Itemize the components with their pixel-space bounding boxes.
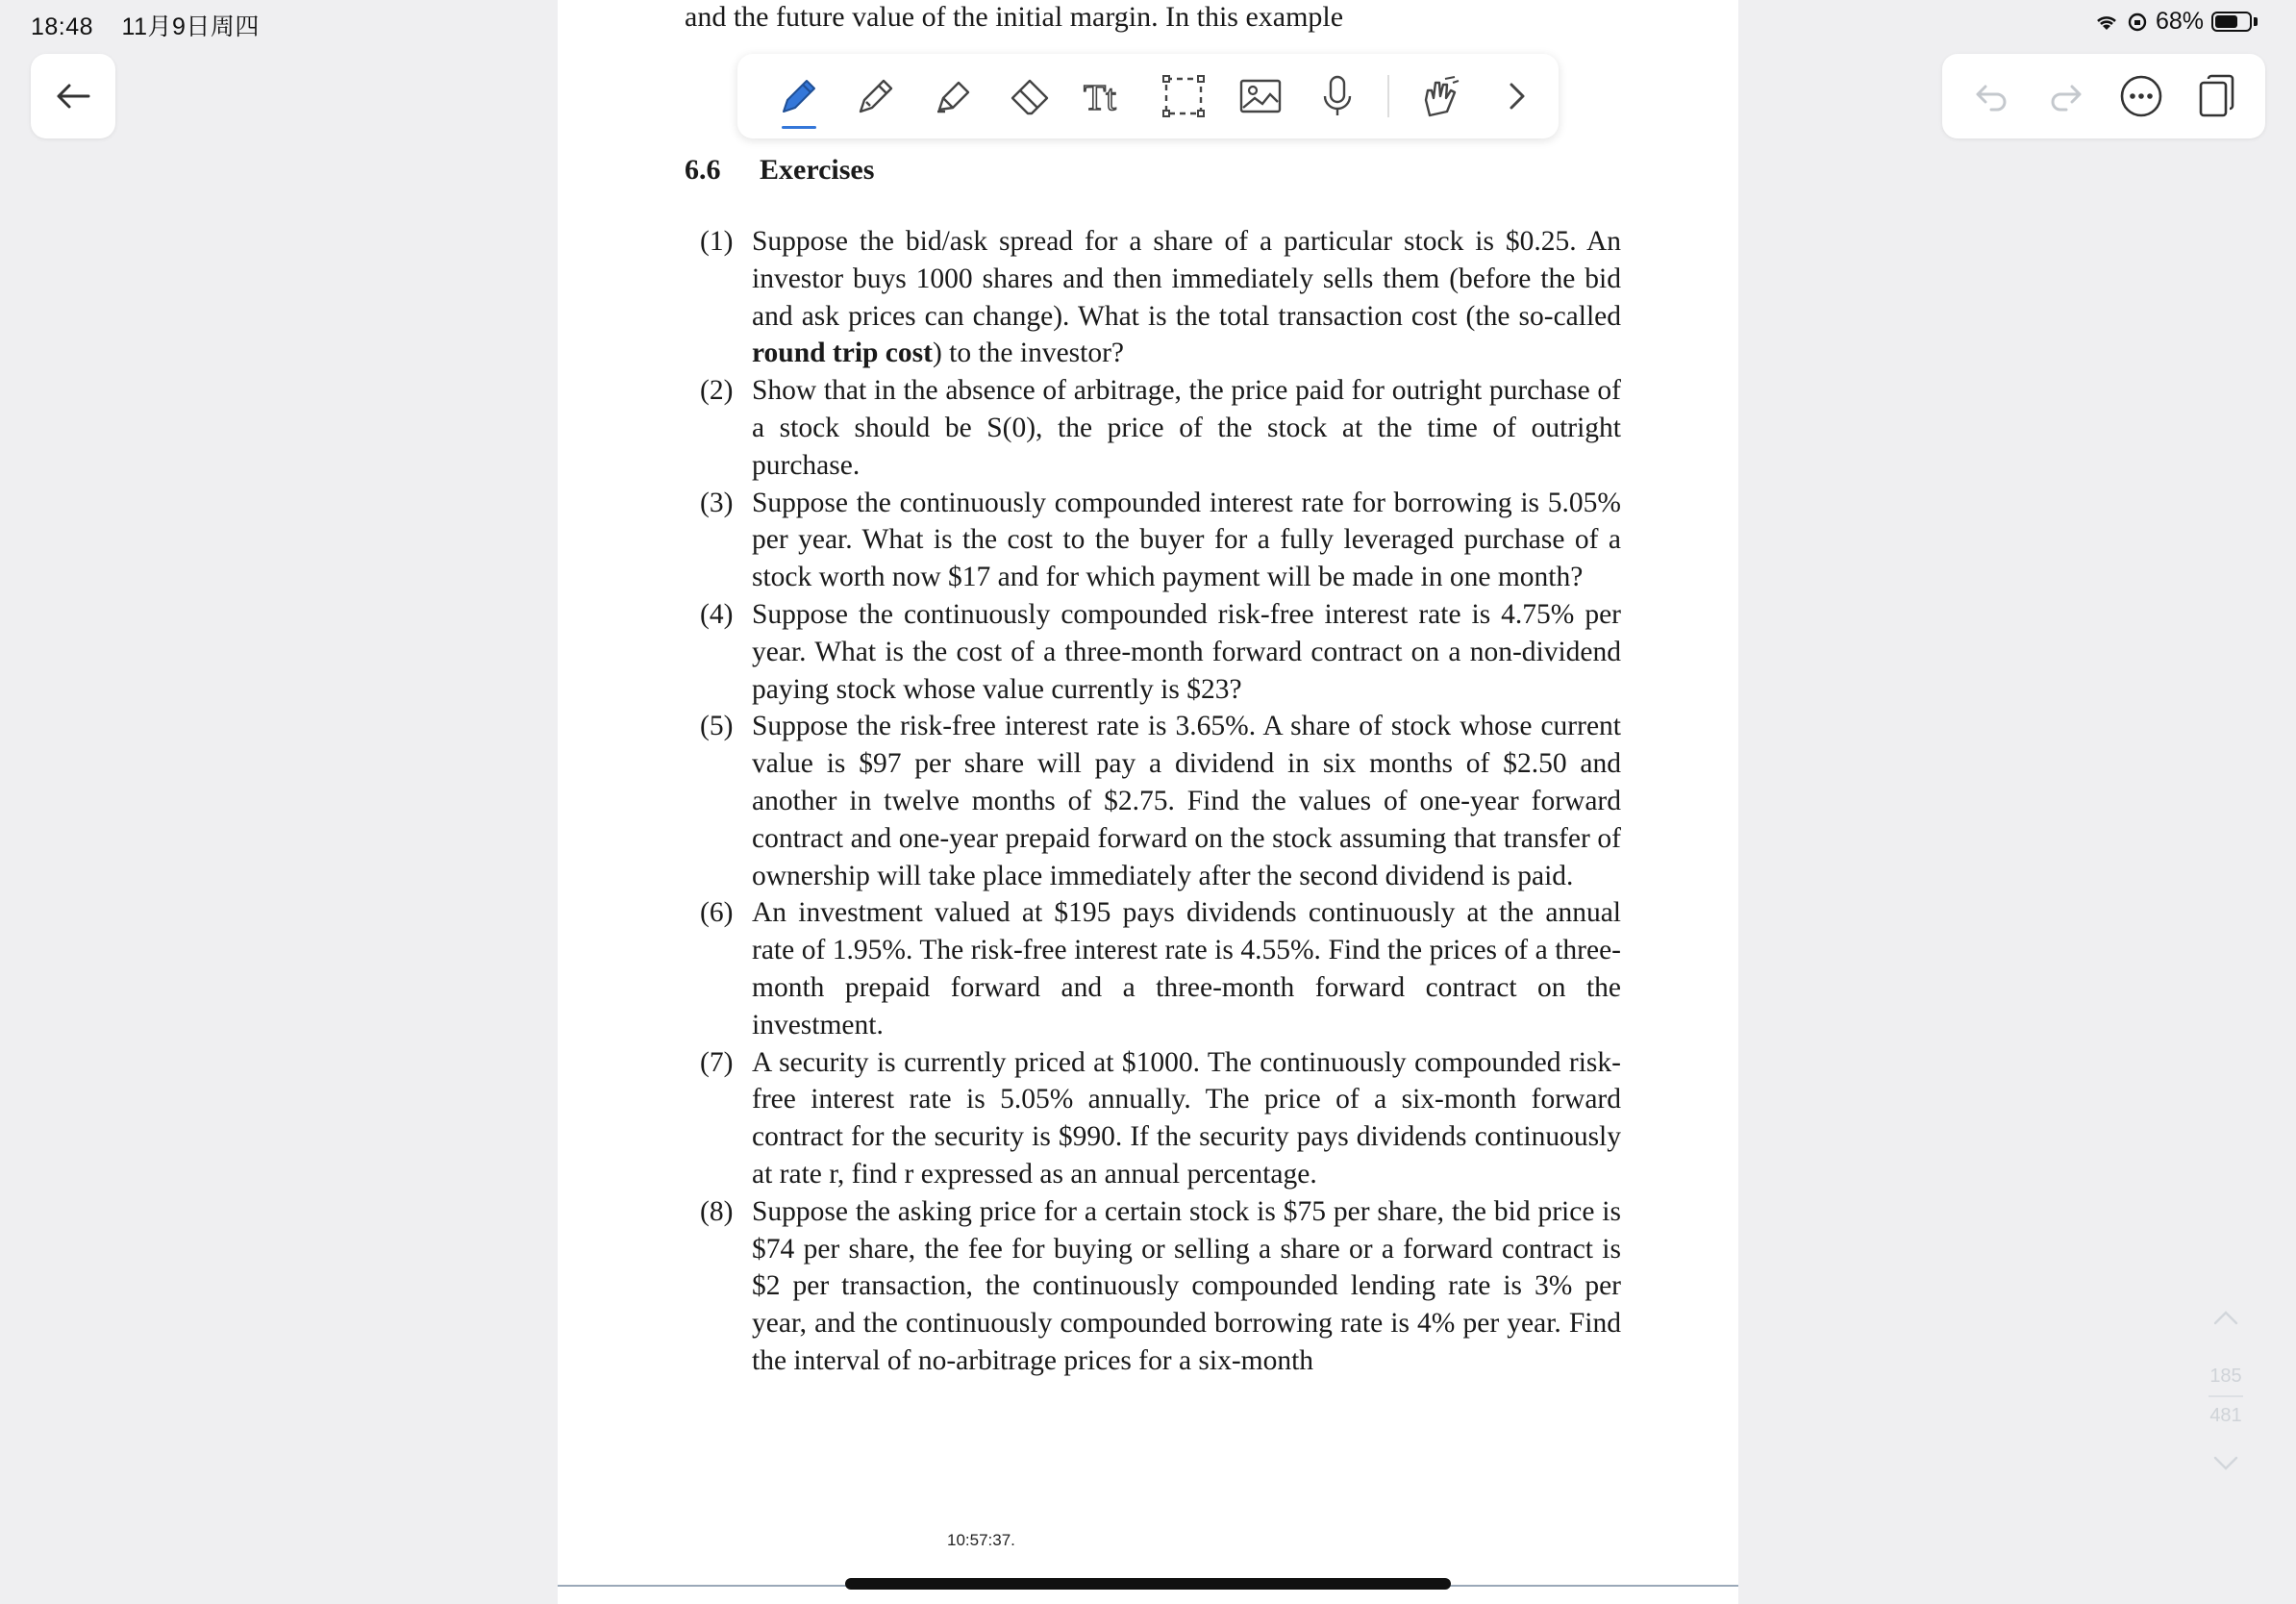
annotation-toolbar <box>737 54 1559 138</box>
exercise-number: (5) <box>700 711 734 742</box>
redo-icon <box>2047 79 2085 113</box>
more-options-button[interactable] <box>2112 67 2170 125</box>
microphone-tool[interactable] <box>1310 69 1364 123</box>
page-scroller[interactable] <box>2197 1308 2255 1519</box>
exercise-bold-term: round trip cost <box>752 338 933 369</box>
redo-button[interactable] <box>2037 67 2095 125</box>
exercise-item <box>700 485 1621 596</box>
svg-text:Tt: Tt <box>1084 78 1116 118</box>
current-page-number: 185 <box>2209 1366 2242 1387</box>
pen-icon <box>776 73 822 119</box>
exercise-text: Suppose the continuously compounded interest rate for borrowing is 5.05% per year. What is the cost to the buyer for a fully leveraged purchase of a stock worth now $17 and for which payment will be made in one month? <box>752 487 1621 593</box>
pages-overview-button[interactable] <box>2187 67 2245 125</box>
lasso-tool[interactable] <box>1157 69 1210 123</box>
section-title: Exercises <box>760 154 875 186</box>
chevron-right-icon <box>1502 77 1531 115</box>
exercise-number: (2) <box>700 375 734 407</box>
status-time: 18:48 <box>31 13 94 40</box>
document-controls <box>1942 54 2265 138</box>
exercise-number: (7) <box>700 1046 734 1078</box>
home-indicator[interactable] <box>845 1578 1451 1590</box>
exercise-item <box>700 372 1621 484</box>
arrow-left-icon <box>55 82 91 111</box>
text-icon <box>1082 73 1132 119</box>
battery-level <box>2215 15 2237 28</box>
exercise-item <box>700 894 1621 1043</box>
toolbar-divider <box>1387 75 1389 117</box>
exercise-number: (3) <box>700 487 734 518</box>
pen-tool[interactable] <box>772 69 826 123</box>
eraser-icon <box>1007 73 1053 119</box>
page-top-line: and the future value of the initial margin. In this example <box>685 1 1344 33</box>
microphone-icon <box>1314 73 1360 119</box>
section-heading <box>685 154 1608 187</box>
eraser-tool[interactable] <box>1003 69 1057 123</box>
chevron-down-icon <box>2211 1454 2240 1473</box>
exercise-number: (4) <box>700 598 734 630</box>
document-page[interactable] <box>558 0 1738 1604</box>
undo-icon <box>1972 79 2010 113</box>
battery-icon <box>2211 12 2252 32</box>
section-number: 6.6 <box>685 154 721 186</box>
battery-tip <box>2254 17 2258 26</box>
highlighter-icon <box>930 73 976 119</box>
exercise-list <box>700 223 1621 1380</box>
text-tool[interactable] <box>1080 69 1134 123</box>
pencil-icon <box>853 73 899 119</box>
status-date: 11月9日周四 <box>121 13 260 40</box>
page-footer-time: 10:57:37. <box>947 1531 1015 1549</box>
more-options-icon <box>2118 73 2164 119</box>
orientation-lock-icon <box>2127 12 2148 33</box>
exercise-number: (6) <box>700 897 734 929</box>
exercise-item <box>700 596 1621 708</box>
exercise-item <box>700 1044 1621 1193</box>
lasso-icon <box>1160 73 1207 119</box>
exercise-text: Suppose the bid/ask spread for a share of a particular stock is $0.25. An investor buys 1000 shares and then immediately sells them (before the bid and ask prices can change). What is the total transaction cost (the so-called <box>752 226 1621 332</box>
battery-percentage: 68% <box>2155 8 2204 35</box>
pages-icon <box>2195 73 2237 119</box>
exercise-item <box>700 223 1621 372</box>
gesture-icon <box>1416 73 1462 119</box>
highlighter-tool[interactable] <box>926 69 980 123</box>
image-tool[interactable] <box>1234 69 1287 123</box>
exercise-text: Suppose the risk-free interest rate is 3.65%. A share of stock whose current value is $97 per share will pay a dividend in six months of $2.50 and another in twelve months of $2.75. Find the values of one-year forward contract and one-year prepaid forward on the stock assuming that transfer of ownership will take place immediately after the second dividend is paid. <box>752 711 1621 891</box>
exercise-text: An investment valued at $195 pays dividends continuously at the annual rate of 1.95%. The risk-free interest rate is 4.55%. Find the prices of a three-month prepaid forward and a three-month forward contract on the investment. <box>752 897 1621 1040</box>
more-tools-button[interactable] <box>1489 69 1543 123</box>
total-page-number: 481 <box>2209 1405 2242 1426</box>
status-bar <box>0 0 2296 46</box>
exercise-text: Suppose the continuously compounded risk-free interest rate is 4.75% per year. What is the cost of a three-month forward contract on a non-dividend paying stock whose value currently is $23? <box>752 598 1621 705</box>
chevron-up-icon <box>2211 1308 2240 1327</box>
undo-button[interactable] <box>1962 67 2020 125</box>
image-icon <box>1237 73 1284 119</box>
exercise-item <box>700 708 1621 894</box>
exercise-text: Suppose the asking price for a certain stock is $75 per share, the bid price is $74 per share, the fee for buying or selling a share or a forward contract is $2 per transaction, the continuously compounded lending rate is 3% per year, and the continuously compounded borrowing rate is 4% per year. Find the interval of no-arbitrage prices for a six-month <box>752 1195 1621 1376</box>
exercise-number: (1) <box>700 226 734 257</box>
exercise-text-end: ) to the investor? <box>932 338 1125 369</box>
exercise-number: (8) <box>700 1195 734 1227</box>
gesture-tool[interactable] <box>1412 69 1466 123</box>
pencil-tool[interactable] <box>849 69 903 123</box>
exercise-text: A security is currently priced at $1000. The continuously compounded risk-free interest rate is 5.05% annually. The price of a six-month forward contract for the security is $990. If the security pays dividends continuously at rate r, find r expressed as an annual percentage. <box>752 1046 1621 1190</box>
back-button[interactable] <box>31 54 115 138</box>
page-number-separator <box>2209 1395 2243 1397</box>
exercise-item <box>700 1193 1621 1380</box>
wifi-icon <box>2094 13 2119 32</box>
exercise-text: Show that in the absence of arbitrage, the price paid for outright purchase of a stock should be S(0), the price of the stock at the time of outright purchase. <box>752 375 1621 481</box>
